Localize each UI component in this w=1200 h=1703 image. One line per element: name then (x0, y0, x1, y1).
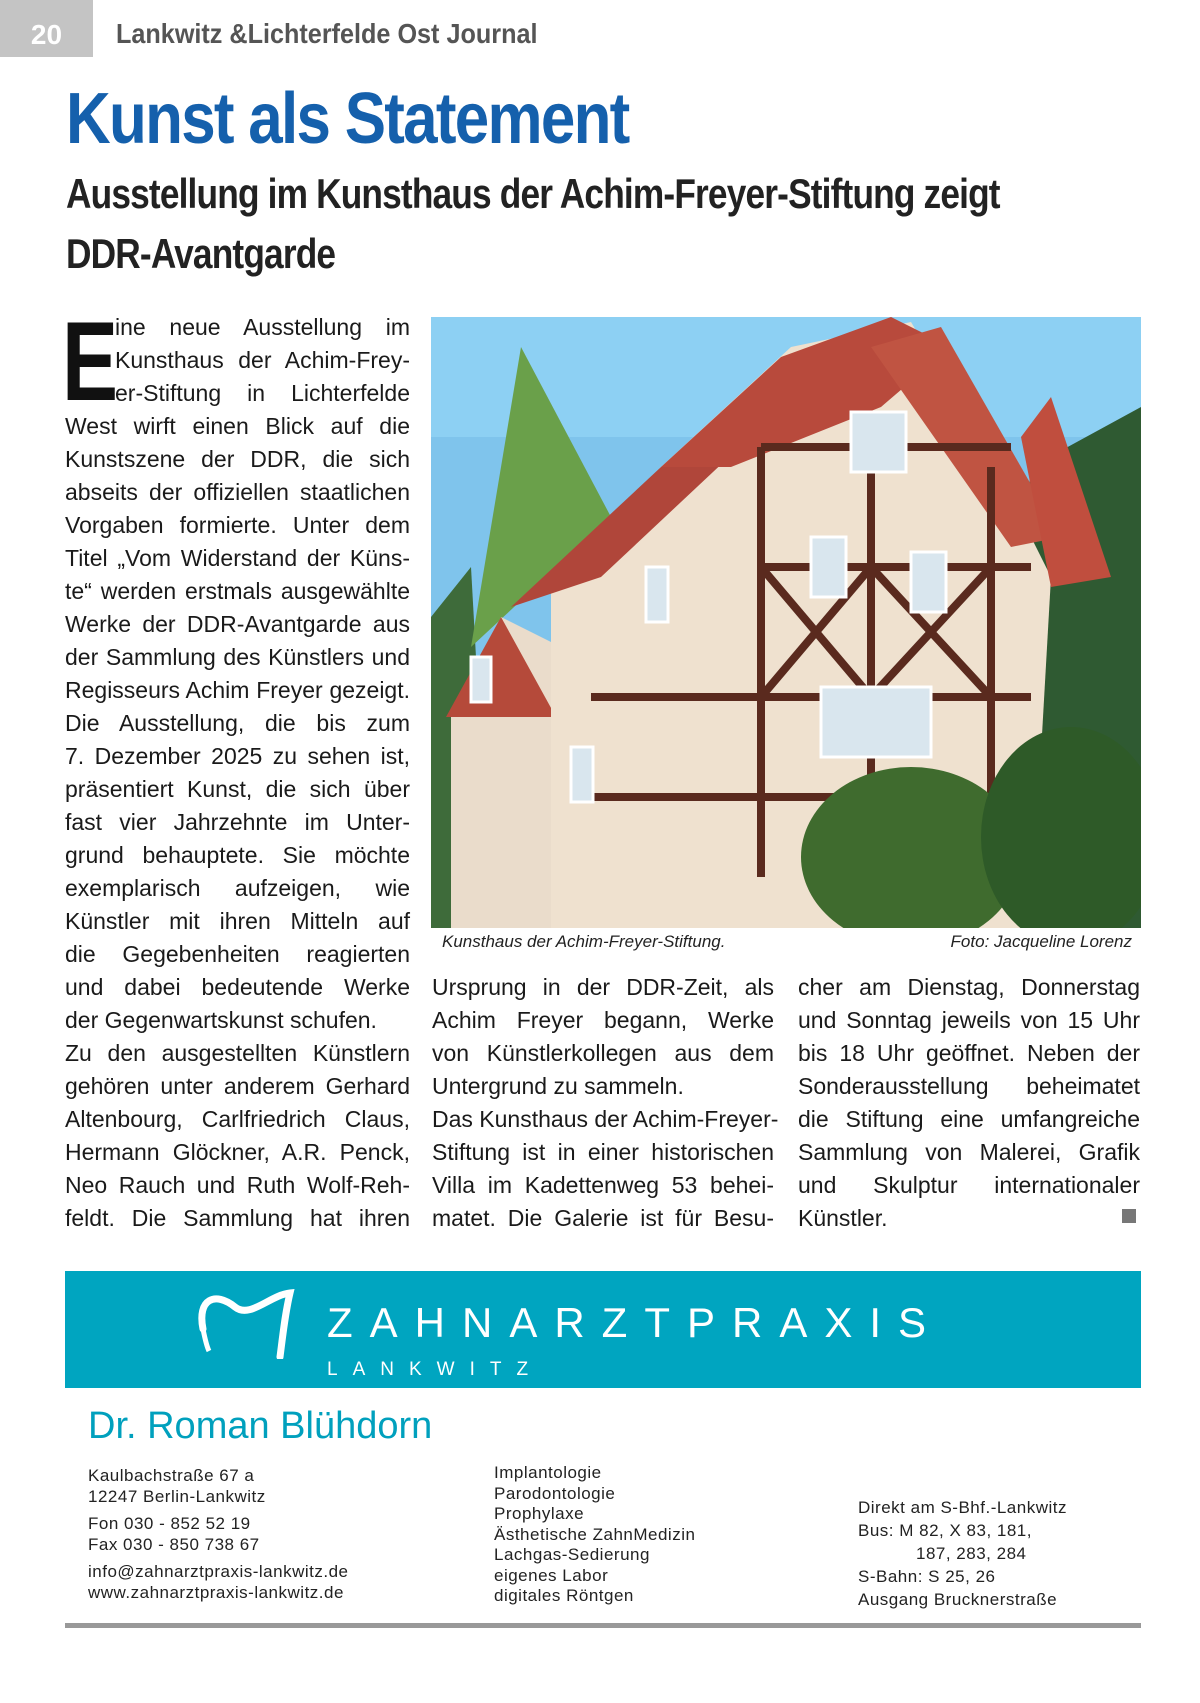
text-line: Achim Freyer begann, Werke (432, 1007, 774, 1033)
article-subtitle-line-2: DDR-Avantgarde (66, 230, 336, 277)
text-line: exemplarisch aufzeigen, wie (65, 875, 410, 901)
text-line: Das Kunsthaus der Achim-Freyer- (432, 1106, 779, 1132)
tooth-logo-icon (195, 1289, 297, 1359)
text-line: Kunstszene der DDR, die sich (65, 446, 410, 472)
doctor-name: Dr. Roman Blühdorn (88, 1405, 433, 1447)
text-line: die Gegebenheiten reagierten (65, 941, 410, 967)
text-line: gehören unter anderem Gerhard (65, 1073, 410, 1099)
text-line: er-Stiftung in Lichterfelde (115, 380, 410, 406)
text-line: Altenbourg, Carlfriedrich Claus, (65, 1106, 410, 1132)
text-line: Hermann Glöckner, A.R. Penck, (65, 1139, 410, 1165)
text-line: West wirft einen Blick auf die (65, 413, 410, 439)
photo-caption: Kunsthaus der Achim-Freyer-Stiftung. (442, 932, 726, 951)
text-line: der Gegenwartskunst schufen. (65, 1007, 377, 1033)
text-line: Werke der DDR-Avantgarde aus (65, 611, 410, 637)
text-line: te“ werden erstmals ausgewählte (65, 578, 410, 604)
text-line: die Stiftung eine umfangreiche (798, 1106, 1140, 1132)
article-subtitle-line-1: Ausstellung im Kunsthaus der Achim-Freyer-Stiftung zeigt (66, 170, 1000, 217)
text-line: Ursprung in der DDR-Zeit, als (432, 974, 774, 1000)
text-line: und dabei bedeutende Werke (65, 974, 410, 1000)
service-item: eigenes Labor (494, 1565, 609, 1585)
address-line: 12247 Berlin-Lankwitz (88, 1486, 266, 1506)
transit-line: S-Bahn: S 25, 26 (858, 1567, 996, 1586)
journal-title: Lankwitz &Lichterfelde Ost Journal (116, 18, 538, 49)
transit-line: Bus: M 82, X 83, 181, (858, 1521, 1032, 1540)
ad-banner[interactable] (65, 1271, 1141, 1388)
article-column-1 (65, 311, 410, 1235)
article-photo (431, 317, 1141, 928)
text-line: Künstler. (798, 1205, 888, 1231)
text-line: Regisseurs Achim Freyer gezeigt. (65, 677, 410, 703)
ad-location: LANKWITZ (327, 1359, 544, 1380)
page-number: 20 (0, 0, 93, 57)
text-line: 7. Dezember 2025 zu sehen ist, (65, 743, 410, 769)
text-line: Sonderausstellung beheimatet (798, 1073, 1140, 1099)
transit-line: Direkt am S-Bhf.-Lankwitz (858, 1498, 1067, 1517)
email-link[interactable]: info@zahnarztpraxis-lankwitz.de (88, 1562, 349, 1581)
article-column-3 (798, 971, 1140, 1235)
ad-transit (858, 1496, 1067, 1611)
text-line: präsentiert Kunst, die sich über (65, 776, 410, 802)
text-line: feldt. Die Sammlung hat ihren (65, 1205, 410, 1231)
text-line: Künstler mit ihren Mitteln auf (65, 908, 410, 934)
text-line: Sammlung von Malerei, Grafik (798, 1139, 1140, 1165)
transit-line: 187, 283, 284 (916, 1544, 1027, 1563)
address-line: Kaulbachstraße 67 a (88, 1466, 255, 1485)
service-item: Ästhetische ZahnMedizin (494, 1524, 696, 1544)
text-line: und Skulptur internationaler (798, 1172, 1140, 1198)
service-item: Parodontologie (494, 1483, 616, 1503)
text-line: und Sonntag jeweils von 15 Uhr (798, 1007, 1140, 1033)
text-line: Villa im Kadettenweg 53 behei- (432, 1172, 774, 1198)
text-line: Die Ausstellung, die bis zum (65, 710, 410, 736)
text-line: Titel „Vom Widerstand der Küns- (65, 545, 410, 571)
ad-brand: ZAHNARZTPRAXIS (327, 1299, 944, 1346)
text-line: Vorgaben formierte. Unter dem (65, 512, 410, 538)
drop-cap: E (62, 299, 119, 424)
text-line: abseits der offiziellen staatlichen (65, 479, 410, 505)
text-line: Kunsthaus der Achim-Frey- (115, 347, 410, 373)
fax-line: Fax 030 - 850 738 67 (88, 1534, 260, 1554)
phone-line: Fon 030 - 852 52 19 (88, 1514, 251, 1533)
bottom-rule (65, 1623, 1141, 1628)
text-line: matet. Die Galerie ist für Besu- (432, 1205, 774, 1231)
website-link[interactable]: www.zahnarztpraxis-lankwitz.de (88, 1582, 344, 1602)
photo-credit: Foto: Jacqueline Lorenz (950, 932, 1132, 951)
ad-address (88, 1466, 348, 1603)
text-line: bis 18 Uhr geöffnet. Neben der (798, 1040, 1140, 1066)
text-line: Zu den ausgestellten Künstlern (65, 1040, 410, 1066)
service-item: Lachgas-Sedierung (494, 1545, 650, 1564)
text-line: Stiftung ist in einer historischen (432, 1139, 774, 1165)
transit-line: Ausgang Brucknerstraße (858, 1590, 1058, 1609)
end-mark-icon (1122, 1209, 1136, 1223)
text-line: der Sammlung des Künstlers und (65, 644, 410, 670)
text-line: grund behauptete. Sie möchte (65, 842, 410, 868)
article-column-2 (432, 971, 779, 1235)
text-line: von Künstlerkollegen aus dem (432, 1040, 774, 1066)
text-line: cher am Dienstag, Donnerstag (798, 974, 1140, 1000)
service-item: Prophylaxe (494, 1504, 585, 1523)
text-line: fast vier Jahrzehnte im Unter- (65, 809, 410, 835)
article-title: Kunst als Statement (66, 79, 629, 159)
text-line: ine neue Ausstellung im (115, 314, 410, 340)
ad-services (494, 1463, 695, 1607)
text-line: Neo Rauch und Ruth Wolf-Reh- (65, 1172, 410, 1198)
service-item: Implantologie (494, 1463, 602, 1482)
text-line: Untergrund zu sammeln. (432, 1073, 684, 1099)
service-item: digitales Röntgen (494, 1586, 634, 1605)
